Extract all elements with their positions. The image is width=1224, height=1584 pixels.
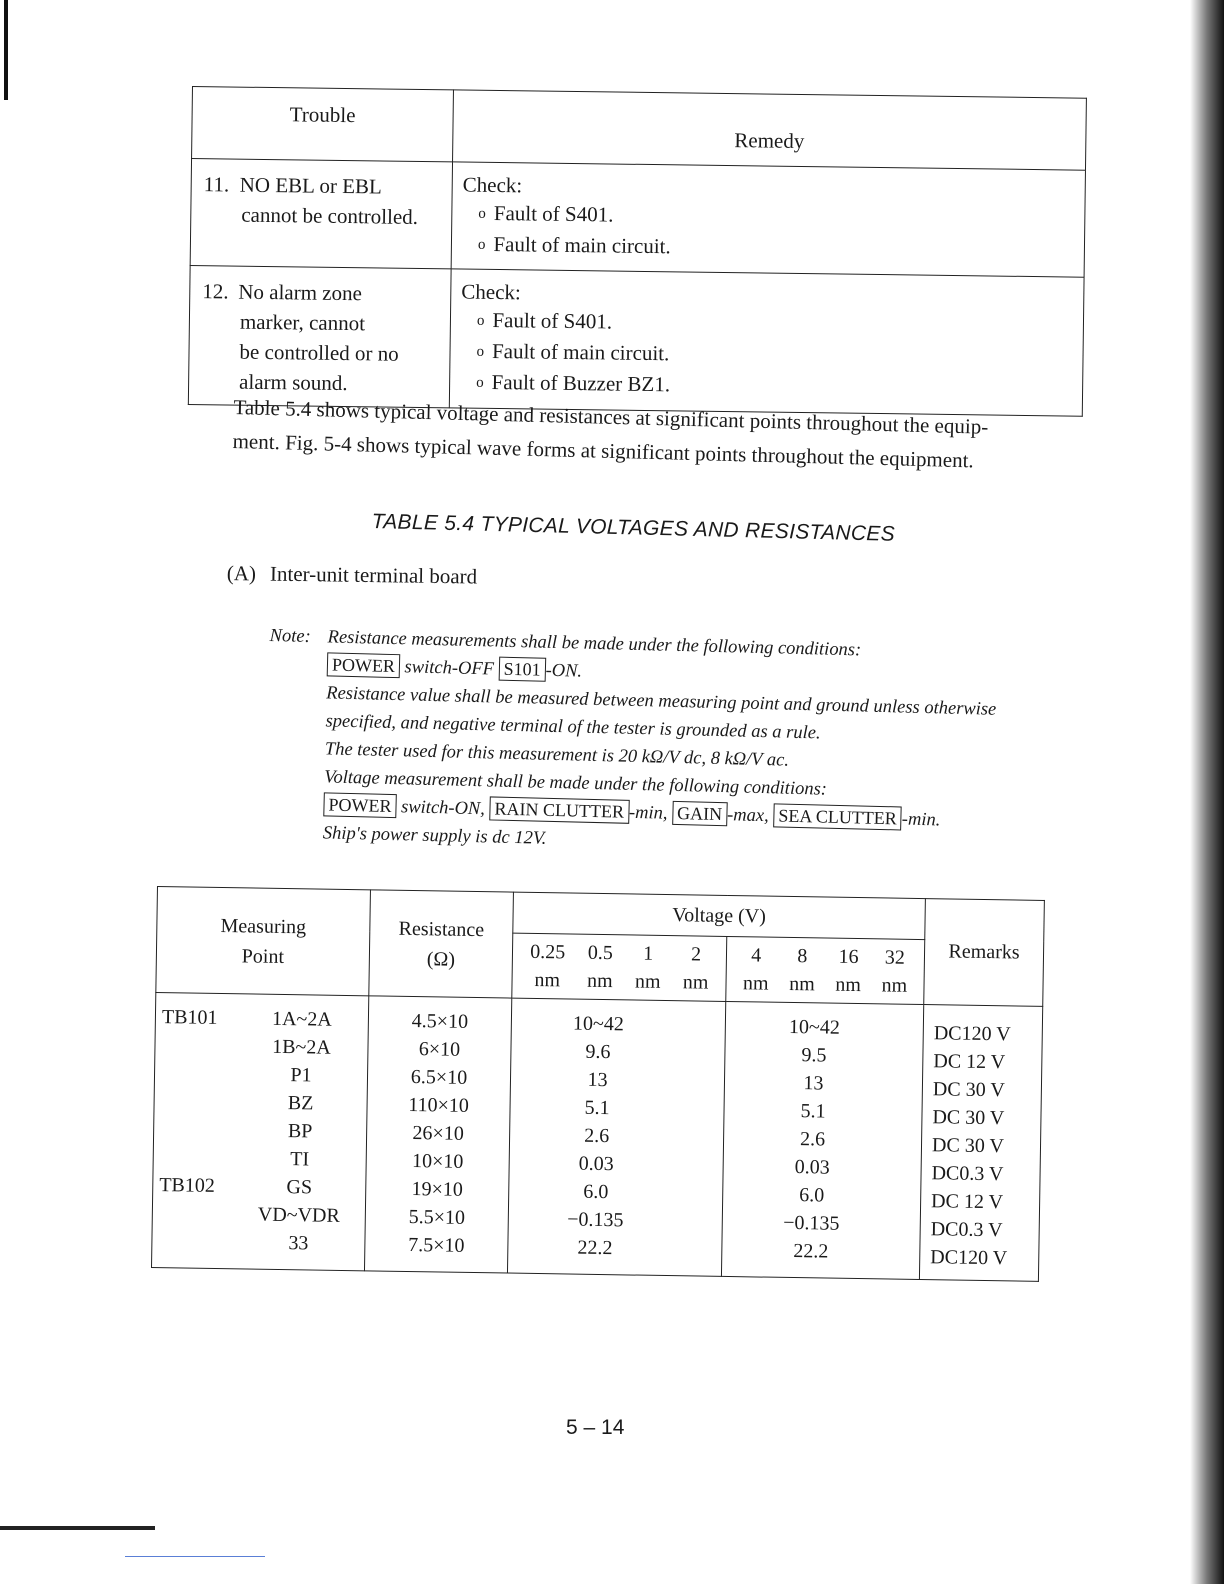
control-label-box: GAIN — [672, 801, 728, 826]
remark-value: DC120 V — [930, 1246, 1008, 1270]
resistance-header — [369, 890, 514, 998]
trouble-table-header-row — [192, 87, 1087, 171]
voltage-value: 9.6 — [585, 1040, 611, 1064]
header-text: Resistance — [398, 917, 485, 941]
voltage-value: 13 — [587, 1068, 608, 1092]
range-label: 32 nm — [881, 946, 908, 997]
range-group-short — [512, 933, 727, 1001]
table-row: TI — [290, 1148, 310, 1171]
range-group-long — [726, 936, 925, 1004]
remedy-item-text: Fault of Buzzer BZ1. — [491, 369, 671, 397]
table-row: 1B~2A — [272, 1035, 331, 1059]
voltage-value: 6.0 — [583, 1180, 609, 1204]
note-text: -max, — [726, 805, 774, 827]
bullet-icon: o — [476, 343, 485, 360]
trouble-number: 11. — [203, 172, 230, 197]
remedy-header: Remedy — [453, 90, 1087, 170]
measuring-point-column — [152, 992, 369, 1270]
header-text: Measuring — [220, 914, 307, 938]
scan-blue-rule — [125, 1556, 265, 1557]
bullet-icon: o — [478, 205, 486, 222]
voltage-value: 10~42 — [788, 1015, 840, 1039]
header-text: (Ω) — [426, 947, 456, 971]
note-text: switch-OFF — [399, 657, 499, 680]
voltage-value: 5.1 — [584, 1096, 610, 1120]
note-line: Resistance measurements shall be made under the following conditions: — [327, 627, 862, 661]
range-label: 16 nm — [835, 945, 862, 997]
note-line: Ship's power supply is dc 12V. — [322, 823, 547, 849]
voltage-value: 2.6 — [584, 1124, 610, 1148]
voltage-value: 10~42 — [572, 1012, 625, 1036]
remark-value: DC 12 V — [930, 1190, 1004, 1214]
remarks-header: Remarks — [924, 899, 1045, 1007]
note-line: Resistance value shall be measured between measuring point and ground unless otherwise — [326, 683, 997, 720]
paragraph-line: ment. Fig. 5-4 shows typical wave forms at significant points throughout the equipment. — [232, 428, 975, 473]
voltage-value: −0.135 — [783, 1211, 840, 1235]
bullet-icon: o — [476, 312, 485, 329]
voltage-long-range-column — [722, 1001, 924, 1279]
range-label: 4 nm — [742, 944, 769, 995]
meas-header-row — [157, 887, 1045, 942]
section-title: Inter-unit terminal board — [269, 561, 478, 589]
trouble-remedy-table — [188, 86, 1087, 417]
table-row: 33 — [288, 1232, 309, 1255]
voltage-value: 6.0 — [799, 1184, 825, 1207]
voltage-resistance-table — [151, 886, 1045, 1282]
resistance-value: 19×10 — [411, 1178, 464, 1201]
voltage-value: 22.2 — [577, 1236, 613, 1260]
control-label-box: POWER — [323, 792, 397, 818]
check-label: Check: — [462, 172, 523, 198]
scan-edge-left — [4, 0, 8, 100]
remedy-item — [462, 230, 1074, 269]
bullet-icon: o — [477, 236, 486, 253]
remark-value: DC 30 V — [931, 1134, 1005, 1158]
note-text: -min. — [901, 809, 941, 831]
section-heading — [227, 561, 478, 589]
control-label-box: S101 — [498, 657, 546, 682]
voltage-value: 5.1 — [800, 1100, 826, 1123]
table-row: TB102 GS — [159, 1174, 313, 1199]
note-text: -ON. — [545, 660, 583, 682]
remedy-cell — [451, 162, 1085, 277]
range-label: 8 nm — [789, 945, 815, 996]
note-label: Note: — [269, 625, 311, 647]
range-label: 1 nm — [634, 942, 661, 993]
trouble-text: alarm sound. — [238, 369, 348, 396]
voltage-value: 0.03 — [794, 1156, 830, 1179]
resistance-value: 7.5×10 — [408, 1233, 465, 1257]
voltage-value: 2.6 — [799, 1128, 826, 1151]
remarks-column — [919, 1005, 1042, 1282]
table-row: BZ — [287, 1092, 314, 1115]
table-row: BP — [287, 1120, 313, 1143]
note-text: -min, — [628, 802, 673, 824]
voltage-value: 0.03 — [578, 1152, 614, 1176]
paragraph-line: Table 5.4 shows typical voltage and resistances at significant points throughout the equip- — [233, 394, 989, 439]
remedy-item-text: Fault of main circuit. — [493, 231, 671, 259]
page-number: 5 – 14 — [566, 1416, 625, 1439]
remedy-item-text: Fault of S401. — [492, 307, 613, 334]
table-row: VD~VDR — [257, 1203, 340, 1227]
header-text: Point — [241, 944, 285, 968]
note-text: switch-ON, — [396, 797, 490, 820]
bullet-icon: o — [476, 374, 484, 391]
remedy-item-text: Fault of main circuit. — [491, 338, 670, 366]
control-label-box: POWER — [327, 652, 401, 678]
table-title: TABLE 5.4 TYPICAL VOLTAGES AND RESISTANCES — [371, 510, 896, 546]
remark-value: DC0.3 V — [931, 1162, 1004, 1186]
remark-value: DC120 V — [933, 1022, 1011, 1046]
check-label: Check: — [461, 279, 521, 305]
trouble-header: Trouble — [192, 87, 454, 162]
voltage-value: 9.5 — [801, 1044, 827, 1067]
voltage-value: 22.2 — [793, 1240, 829, 1263]
control-label-box: RAIN CLUTTER — [489, 796, 629, 823]
remark-value: DC 30 V — [932, 1078, 1005, 1102]
measuring-point-header — [156, 887, 371, 996]
resistance-value: 10×10 — [411, 1150, 464, 1173]
meas-body-row — [152, 992, 1043, 1281]
remark-value: DC 12 V — [933, 1050, 1006, 1074]
remedy-item-text: Fault of S401. — [493, 200, 614, 227]
control-label-box: SEA CLUTTER — [773, 803, 902, 830]
resistance-column — [364, 996, 511, 1273]
voltage-value: −0.135 — [567, 1208, 624, 1232]
trouble-cell — [190, 159, 452, 269]
note-line: Voltage measurement shall be made under the following conditions: — [323, 767, 828, 800]
trouble-text: cannot be controlled. — [241, 202, 419, 229]
trouble-cell — [188, 265, 451, 407]
resistance-value: 5.5×10 — [408, 1205, 466, 1229]
resistance-value: 6×10 — [418, 1038, 461, 1061]
voltage-short-range-column — [507, 998, 725, 1276]
trouble-text: be controlled or no — [239, 339, 399, 366]
trouble-text: NO EBL or EBL — [239, 172, 382, 199]
remedy-cell — [449, 269, 1084, 416]
voltage-value: 13 — [803, 1072, 824, 1095]
resistance-value: 6.5×10 — [410, 1066, 468, 1089]
range-label: 0.5 nm — [586, 941, 613, 993]
scan-edge-right — [1190, 0, 1224, 1584]
table-row: TB101 1A~2A — [161, 1006, 332, 1031]
remark-value: DC 30 V — [932, 1106, 1005, 1130]
table-row: P1 — [290, 1064, 312, 1087]
note-line: The tester used for this measurement is 20 kΩ/V dc, 8 kΩ/V ac. — [324, 739, 790, 771]
trouble-number: 12. — [202, 279, 229, 304]
trouble-text: marker, cannot — [239, 309, 366, 336]
resistance-value: 26×10 — [412, 1122, 464, 1145]
trouble-row-11 — [190, 159, 1085, 278]
range-label: 2 nm — [682, 943, 709, 994]
trouble-text: No alarm zone — [238, 279, 363, 306]
section-label: (A) — [226, 561, 257, 586]
resistance-value: 110×10 — [408, 1093, 470, 1117]
measurement-note — [265, 622, 1070, 865]
note-line: specified, and negative terminal of the tester is grounded as a rule. — [325, 711, 821, 744]
resistance-value: 4.5×10 — [411, 1010, 469, 1033]
voltage-header: Voltage (V) — [513, 892, 926, 939]
range-label: 0.25 nm — [530, 940, 566, 992]
remark-value: DC0.3 V — [930, 1218, 1003, 1242]
scan-mark-bottom — [0, 1526, 155, 1530]
